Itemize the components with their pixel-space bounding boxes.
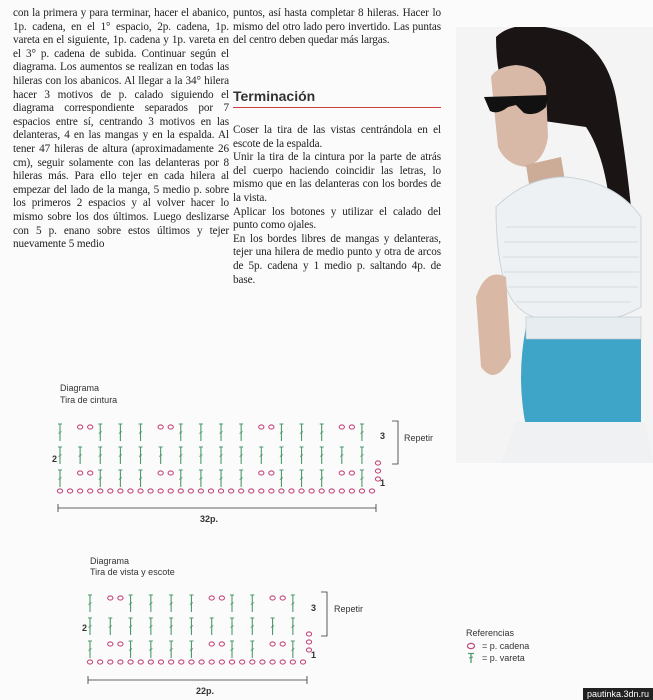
chain-stitch bbox=[300, 660, 305, 664]
chain-stitch bbox=[219, 642, 224, 646]
chain-stitch bbox=[178, 489, 183, 493]
chain-stitch bbox=[158, 425, 163, 429]
diagram-1-label: Diagrama bbox=[60, 383, 100, 393]
chain-stitch bbox=[189, 660, 194, 664]
chain-stitch bbox=[239, 489, 244, 493]
chain-stitch bbox=[168, 489, 173, 493]
chain-stitch bbox=[270, 642, 275, 646]
chain-stitch bbox=[128, 489, 133, 493]
chain-stitch bbox=[57, 489, 62, 493]
chain-stitch bbox=[78, 425, 83, 429]
chain-stitch bbox=[128, 660, 133, 664]
chain-stitch bbox=[108, 660, 113, 664]
chain-stitch bbox=[208, 489, 213, 493]
chain-stitch bbox=[158, 489, 163, 493]
chain-stitch bbox=[108, 642, 113, 646]
chain-stitch bbox=[219, 660, 224, 664]
chain-stitch bbox=[228, 489, 233, 493]
chain-stitch bbox=[259, 489, 264, 493]
row-number-2: 2 bbox=[52, 454, 58, 464]
chain-stitch bbox=[289, 489, 294, 493]
paragraph-1: Coser la tira de las vistas centrándola en el escote de la espalda. bbox=[233, 124, 441, 150]
chain-stitch bbox=[280, 596, 285, 600]
chain-stitch bbox=[359, 489, 364, 493]
row-number-1: 1 bbox=[380, 478, 386, 488]
ref-dc bbox=[466, 652, 529, 664]
chain-stitch bbox=[250, 660, 255, 664]
chain-stitch bbox=[158, 660, 163, 664]
chain-stitch bbox=[270, 660, 275, 664]
paragraph-3: Aplicar los botones y utilizar el calado del punto como ojales. bbox=[233, 205, 441, 232]
chain-stitch bbox=[279, 489, 284, 493]
chain-stitch bbox=[280, 660, 285, 664]
chain-stitch bbox=[339, 471, 344, 475]
chain-stitch bbox=[269, 489, 274, 493]
chain-stitch bbox=[349, 471, 354, 475]
chain-stitch bbox=[118, 642, 123, 646]
paragraph-4: En los bordes libres de mangas y delanteras, tejer una hilera de medio punto y otra de arcos de 5p. cadena y 1 medio p. saltando 4p. de base. bbox=[233, 232, 441, 286]
row-number-1: 1 bbox=[311, 650, 317, 660]
chain-stitch bbox=[290, 660, 295, 664]
chain-stitch bbox=[108, 489, 113, 493]
chain-stitch bbox=[118, 489, 123, 493]
chain-stitch bbox=[259, 471, 264, 475]
chain-stitch bbox=[67, 489, 72, 493]
width-label: 22p. bbox=[196, 686, 215, 696]
chain-stitch bbox=[148, 660, 153, 664]
chain-stitch bbox=[148, 489, 153, 493]
body-text: con la primera y para terminar, hacer el abanico, 1p. cadena, en el 1° espacio, 2p. cadena, 1p. vareta en el siguiente, 1p. cadena y 1p. vareta en el 3° p. cadena de subida. Continuar según el diagrama. Los aumentos se realizan en todas las hileras con los abanicos. Al llegar a la 34° hilera hacer 3 motivos de p. calado siguiendo el diagrama correspondiente separados por 7 espacios entre sí, centrando 3 motivos en las delanteras, 4 en las mangas y en la espalda. Al tener 47 hileras de altura (aproximadamente 26 cm), seguir solamente con las delanteras por 8 hileras más. Para ello tejer en cada hilera al empezar del lado de la manga, 5 medio p. sobre los primeros 2 espacios y al volver hacer lo mismo sobre los dos últimos. Luego deslizarse con 5 p. enano sobre estos últimos y tejer nuevamente 5 medio bbox=[13, 7, 229, 251]
chain-stitch bbox=[339, 425, 344, 429]
chain-stitch bbox=[329, 489, 334, 493]
row-number-3: 3 bbox=[311, 603, 317, 613]
chain-stitch bbox=[168, 425, 173, 429]
chain-stitch bbox=[78, 471, 83, 475]
chain-symbol-icon bbox=[466, 641, 476, 651]
width-label: 32p. bbox=[200, 514, 219, 524]
repeat-bracket bbox=[392, 421, 398, 464]
diagram-1-subtitle: Tira de cintura bbox=[60, 395, 118, 405]
chain-stitch bbox=[269, 471, 274, 475]
chain-stitch bbox=[199, 660, 204, 664]
ref-dc-label: = p. vareta bbox=[482, 653, 525, 663]
chain-stitch bbox=[375, 469, 380, 473]
ref-chain-label: = p. cadena bbox=[482, 641, 530, 651]
section-title: Terminación bbox=[233, 88, 441, 108]
chain-stitch bbox=[88, 425, 93, 429]
chain-stitch bbox=[209, 660, 214, 664]
chain-stitch bbox=[118, 660, 123, 664]
chain-stitch bbox=[339, 489, 344, 493]
chain-stitch bbox=[249, 489, 254, 493]
chain-stitch bbox=[259, 425, 264, 429]
chain-stitch bbox=[375, 461, 380, 465]
chain-stitch bbox=[240, 660, 245, 664]
chain-stitch bbox=[78, 489, 83, 493]
chain-stitch bbox=[319, 489, 324, 493]
ref-chain bbox=[466, 640, 529, 652]
chain-stitch bbox=[299, 489, 304, 493]
chain-stitch bbox=[306, 632, 311, 636]
chain-stitch bbox=[88, 489, 93, 493]
chain-stitch bbox=[118, 596, 123, 600]
row-number-3: 3 bbox=[380, 431, 386, 441]
site-watermark: pautinka.3dn.ru bbox=[583, 688, 653, 700]
chain-stitch bbox=[260, 660, 265, 664]
chain-stitch bbox=[306, 640, 311, 644]
chain-stitch bbox=[188, 489, 193, 493]
chain-stitch bbox=[138, 489, 143, 493]
chain-stitch bbox=[88, 471, 93, 475]
chain-stitch bbox=[349, 425, 354, 429]
references-legend bbox=[466, 628, 529, 664]
chain-stitch bbox=[280, 642, 285, 646]
chain-stitch bbox=[270, 596, 275, 600]
repeat-label: Repetir bbox=[404, 433, 434, 443]
chain-stitch bbox=[179, 660, 184, 664]
chain-stitch bbox=[369, 489, 374, 493]
chain-stitch bbox=[98, 660, 103, 664]
diagram-2-label: Diagrama bbox=[90, 556, 130, 566]
repeat-label: Repetir bbox=[334, 604, 364, 614]
diagram-2-subtitle: Tira de vista y escote bbox=[90, 567, 175, 577]
chain-stitch bbox=[309, 489, 314, 493]
body-text: puntos, así hasta completar 8 hileras. Hacer lo mismo del otro lado pero invertido. Las puntas del centro deben quedar más largas. bbox=[233, 7, 441, 47]
chain-stitch bbox=[349, 489, 354, 493]
paragraph-2: Unir la tira de la cintura por la parte de atrás del cuerpo haciendo coincidir las letras, lo mismo que en las delanteras con los bordes de la vista. bbox=[233, 151, 441, 204]
chain-stitch bbox=[269, 425, 274, 429]
chain-stitch bbox=[218, 489, 223, 493]
repeat-bracket bbox=[321, 592, 327, 636]
chain-stitch bbox=[209, 642, 214, 646]
chain-stitch bbox=[138, 660, 143, 664]
chain-stitch bbox=[108, 596, 113, 600]
chain-stitch bbox=[209, 596, 214, 600]
chain-stitch bbox=[87, 660, 92, 664]
chain-stitch bbox=[229, 660, 234, 664]
references-title: Referencias bbox=[466, 628, 515, 638]
chain-stitch bbox=[198, 489, 203, 493]
chain-stitch bbox=[169, 660, 174, 664]
row-number-2: 2 bbox=[82, 623, 88, 633]
chain-stitch bbox=[168, 471, 173, 475]
dc-symbol-icon bbox=[466, 652, 476, 664]
chain-stitch bbox=[219, 596, 224, 600]
chain-stitch bbox=[98, 489, 103, 493]
chain-stitch bbox=[158, 471, 163, 475]
